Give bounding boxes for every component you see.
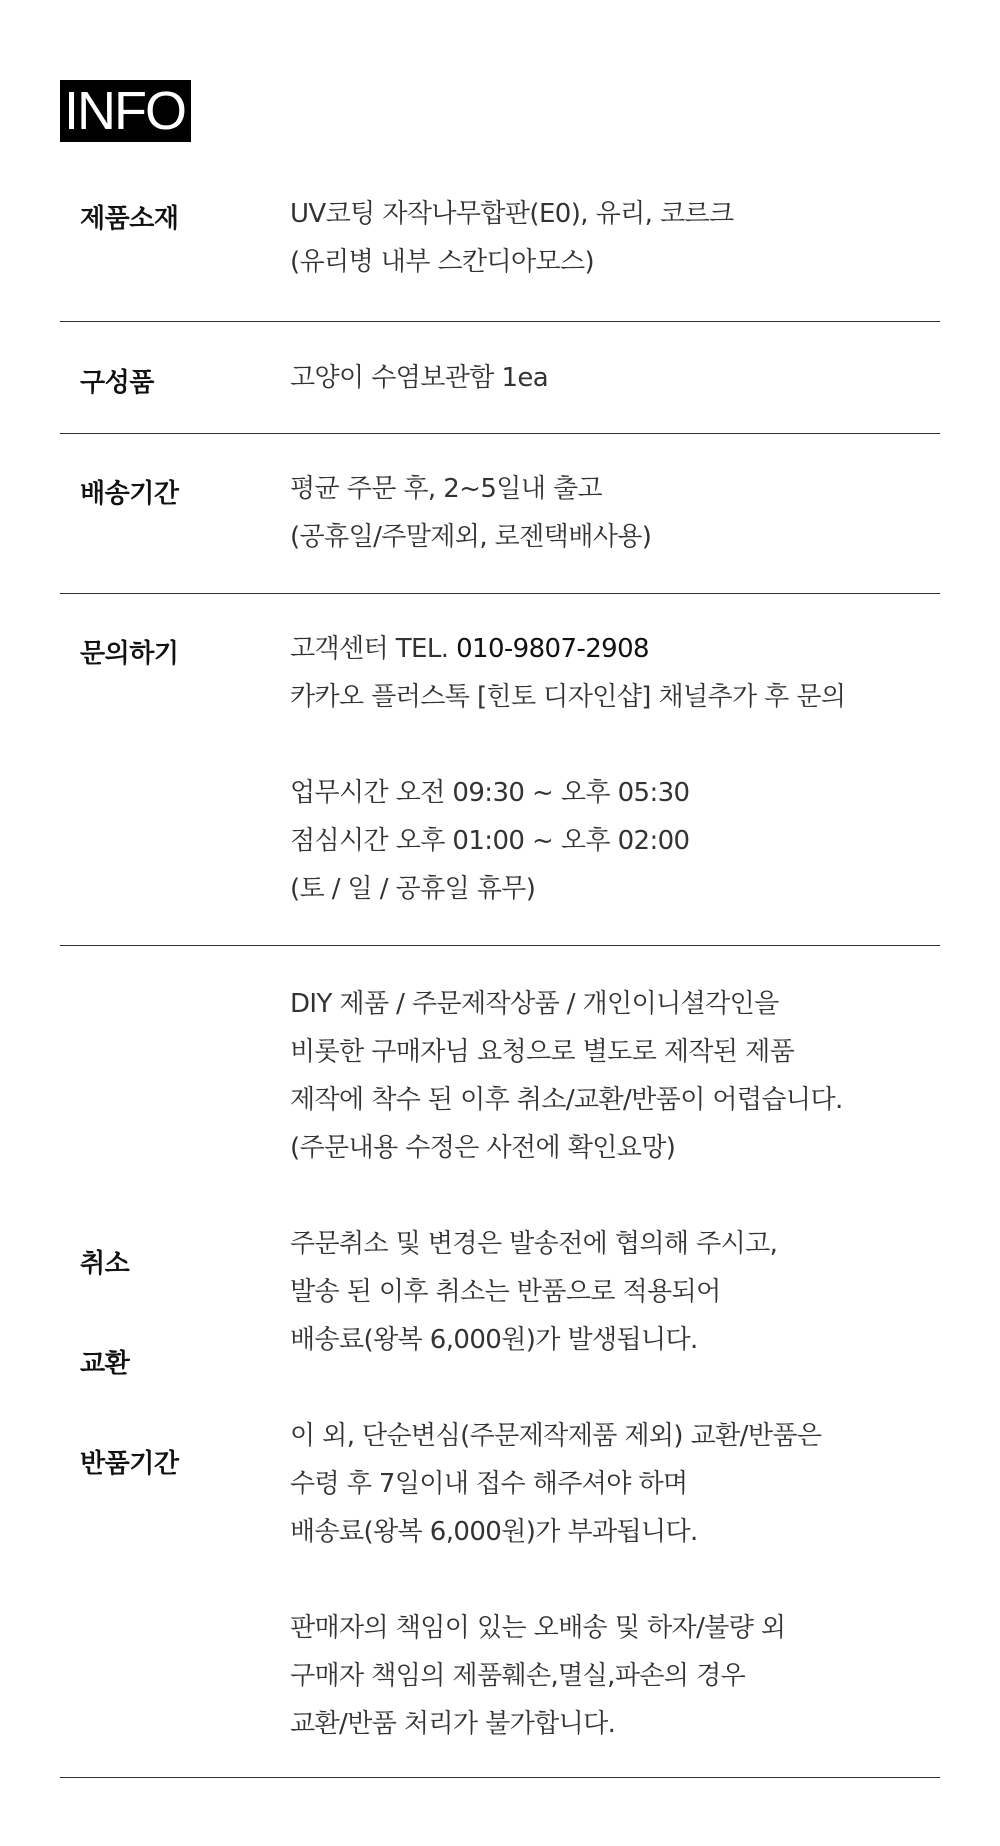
returns-line: 주문취소 및 변경은 발송전에 협의해 주시고, (290, 1229, 778, 1259)
label-components: 구성품 (80, 368, 154, 398)
returns-line: 제작에 착수 된 이후 취소/교환/반품이 어렵습니다. (290, 1085, 843, 1115)
divider (60, 433, 940, 434)
divider (60, 593, 940, 594)
content-inquiry (290, 625, 950, 913)
kakao-line: 카카오 플러스톡 [힌토 디자인샵] 채널추가 후 문의 (290, 682, 846, 712)
shipping-line: 평균 주문 후, 2~5일내 출고 (290, 474, 603, 504)
business-hours-line: 업무시간 오전 09:30 ~ 오후 05:30 (290, 778, 690, 808)
label-inquiry: 문의하기 (80, 639, 179, 669)
content-shipping (290, 465, 950, 561)
info-badge: INFO (60, 80, 191, 142)
label-exchange: 교환 (80, 1349, 130, 1379)
returns-line: 배송료(왕복 6,000원)가 발생됩니다. (290, 1325, 698, 1355)
content-material (290, 190, 950, 286)
label-cancel: 취소 (80, 1249, 130, 1279)
content-components (290, 354, 950, 402)
returns-line: 수령 후 7일이내 접수 해주셔야 하며 (290, 1469, 688, 1499)
components-line: 고양이 수염보관함 1ea (290, 363, 549, 393)
returns-line: 배송료(왕복 6,000원)가 부과됩니다. (290, 1517, 698, 1547)
returns-line: 구매자 책임의 제품훼손,멸실,파손의 경우 (290, 1661, 746, 1691)
returns-line: (주문내용 수정은 사전에 확인요망) (290, 1133, 676, 1163)
material-line: UV코팅 자작나무합판(E0), 유리, 코르크 (290, 199, 734, 229)
shipping-line: (공휴일/주말제외, 로젠택배사용) (290, 522, 652, 552)
tel-prefix: 고객센터 TEL. (290, 634, 457, 664)
label-shipping: 배송기간 (80, 479, 179, 509)
returns-line: 이 외, 단순변심(주문제작제품 제외) 교환/반품은 (290, 1421, 822, 1451)
tel-line (290, 625, 950, 673)
divider (60, 321, 940, 322)
spacer (290, 1172, 950, 1220)
spacer (290, 1556, 950, 1604)
spacer (290, 1364, 950, 1412)
material-line: (유리병 내부 스칸디아모스) (290, 247, 595, 277)
returns-line: DIY 제품 / 주문제작상품 / 개인이니셜각인을 (290, 989, 779, 1019)
returns-line: 비롯한 구매자님 요청으로 별도로 제작된 제품 (290, 1037, 795, 1067)
divider (60, 945, 940, 946)
tel-number[interactable]: 010-9807-2908 (456, 634, 649, 664)
spacer (290, 721, 950, 769)
content-returns (290, 980, 950, 1748)
lunch-hours-line: 점심시간 오후 01:00 ~ 오후 02:00 (290, 826, 690, 856)
label-return-period: 반품기간 (80, 1449, 179, 1479)
divider (60, 1777, 940, 1778)
returns-line: 판매자의 책임이 있는 오배송 및 하자/불량 외 (290, 1613, 786, 1643)
closed-days-line: (토 / 일 / 공휴일 휴무) (290, 874, 536, 904)
label-material: 제품소재 (80, 204, 179, 234)
returns-line: 교환/반품 처리가 불가합니다. (290, 1709, 616, 1739)
returns-line: 발송 된 이후 취소는 반품으로 적용되어 (290, 1277, 721, 1307)
